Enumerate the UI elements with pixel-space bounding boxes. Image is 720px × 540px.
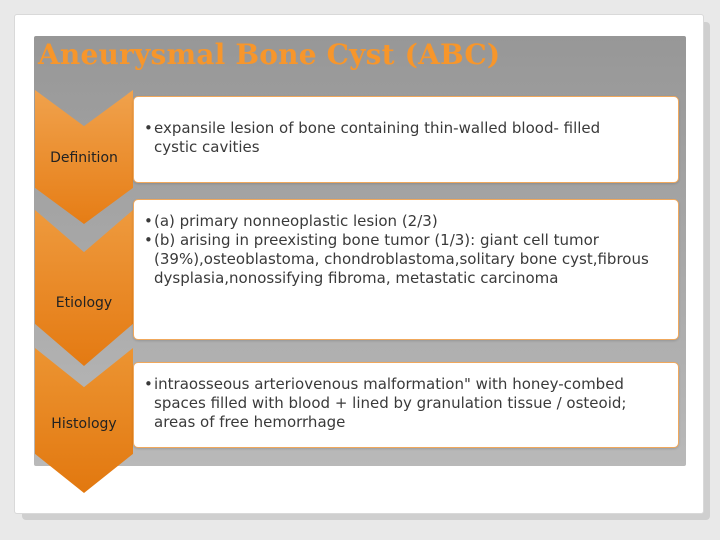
slide-title: Aneurysmal Bone Cyst (ABC) — [38, 38, 501, 71]
definition-card — [133, 96, 679, 183]
definition-bullet: • expansile lesion of bone containing thin-walled blood- filled cystic cavities — [144, 119, 644, 157]
section-label-etiology: Etiology — [55, 295, 113, 311]
section-label-histology: Histology — [51, 416, 117, 432]
histology-bullet: • intraosseous arteriovenous malformation" with honey-combed spaces filled with blood + lined by granulation tissue / osteoid; areas of free hemorrhage — [144, 375, 668, 432]
etiology-bullet: • (a) primary nonneoplastic lesion (2/3) — [144, 212, 668, 231]
etiology-bullet: • (b) arising in preexisting bone tumor (1/3): giant cell tumor (39%),osteoblastoma, chondroblastoma,solitary bone cyst,fibrous dysplasia,nonossifying fibroma, metastatic carcinoma — [144, 231, 668, 288]
etiology-card — [133, 199, 679, 340]
histology-card — [133, 362, 679, 448]
definition-list — [144, 119, 644, 157]
etiology-list — [144, 212, 668, 288]
section-label-definition: Definition — [50, 150, 118, 166]
histology-list — [144, 375, 668, 432]
